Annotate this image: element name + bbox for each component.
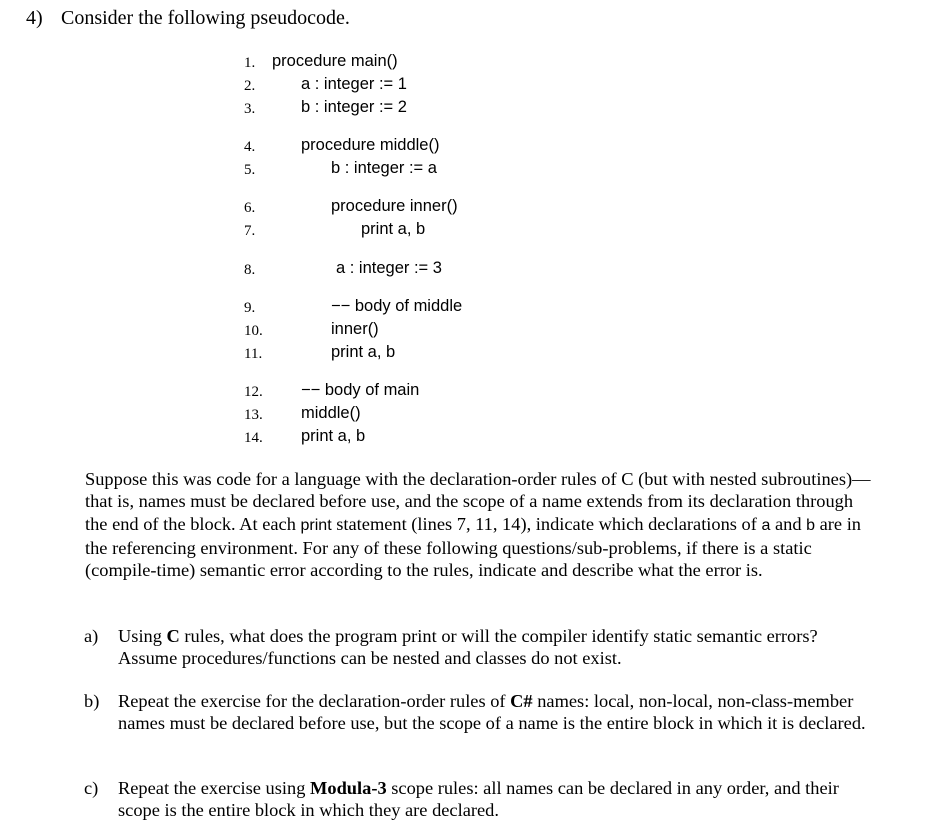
code-text: −− body of main (301, 381, 420, 399)
line-number: 9. (244, 300, 256, 316)
line-number: 3. (244, 101, 256, 117)
code-text: middle() (301, 404, 361, 422)
code-text: b : integer := 2 (301, 98, 407, 116)
line-number: 1. (244, 55, 256, 71)
subquestion-b (84, 690, 884, 758)
code-text: procedure main() (272, 52, 398, 70)
code-line-5 (0, 159, 600, 181)
bold-term: C# (510, 691, 533, 711)
line-number: 6. (244, 200, 256, 216)
subquestion-text (118, 625, 870, 669)
code-text: print a, b (301, 427, 366, 445)
line-number: 14. (244, 430, 263, 446)
code-line-2 (0, 75, 600, 97)
line-number: 10. (244, 323, 263, 339)
code-text: inner() (331, 320, 379, 338)
line-number: 7. (244, 223, 256, 239)
text-run: statement (lines 7, 11, 14), indicate which declarations of (331, 513, 762, 534)
code-line-8 (0, 259, 600, 281)
text-run: Suppose this was code for a language with the declaration-order rules of C (but with nested subroutines)—that is, names must be declared before use, and the scope of a name extends from its declaration through the end of the block. At each (85, 469, 871, 534)
code-text: print a, b (331, 343, 396, 361)
code-text: procedure middle() (301, 136, 440, 154)
line-number: 2. (244, 78, 256, 94)
code-line-12 (0, 381, 600, 403)
question-title: Consider the following pseudocode. (61, 7, 350, 29)
line-number: 13. (244, 407, 263, 423)
bold-term: Modula-3 (310, 778, 387, 798)
code-line-6 (0, 197, 600, 219)
text-run: Repeat the exercise for the declaration-order rules of (118, 691, 511, 711)
code-line-14 (0, 427, 600, 449)
code-text: procedure inner() (331, 197, 458, 215)
code-line-1 (0, 52, 600, 74)
code-text: b : integer := a (331, 159, 437, 177)
question-heading (26, 7, 350, 30)
line-number: 8. (244, 262, 256, 278)
subquestion-a (84, 625, 884, 671)
text-run: are in the referencing environment. For any of these following questions/sub-problems, if there is a static (compile-time) semantic error according to the rules, indicate and describe what the error is. (85, 513, 861, 581)
text-run: Repeat the exercise using (118, 778, 311, 798)
line-number: 4. (244, 139, 256, 155)
code-variable: b (806, 516, 816, 534)
subquestion-label: c) (84, 778, 99, 798)
code-line-3 (0, 98, 600, 120)
code-line-10 (0, 320, 600, 342)
code-text: a : integer := 1 (301, 75, 407, 93)
subquestion-label: a) (84, 626, 99, 646)
code-line-7 (0, 220, 600, 242)
line-number: 11. (244, 346, 263, 362)
text-run: names: local, non-local, non-class-member names must be declared before use, but the scope of a name is the entire block in which it is declared. (118, 691, 866, 733)
code-text: a : integer := 3 (336, 259, 442, 277)
code-keyword: print (300, 516, 332, 534)
subquestion-text (118, 690, 870, 734)
question-number: 4) (26, 7, 43, 29)
bold-term: C (166, 626, 180, 646)
subquestion-c (84, 777, 884, 819)
code-line-4 (0, 136, 600, 158)
code-line-11 (0, 343, 600, 365)
text-run: and (770, 513, 807, 534)
subquestion-text (118, 777, 870, 821)
text-run: Using (118, 626, 167, 646)
text-run: scope rules: all names can be declared in any order, and their scope is the entire block in which they are declared. (118, 778, 839, 820)
code-text: print a, b (361, 220, 426, 238)
line-number: 5. (244, 162, 256, 178)
code-variable: a (761, 516, 771, 534)
text-run: rules, what does the program print or will the compiler identify static semantic errors? Assume procedures/functions can be nested and classes do not exist. (118, 626, 818, 668)
problem-description (85, 468, 875, 581)
line-number: 12. (244, 384, 263, 400)
code-line-9 (0, 297, 600, 319)
code-text: −− body of middle (331, 297, 463, 315)
code-line-13 (0, 404, 600, 426)
subquestion-label: b) (84, 691, 100, 711)
